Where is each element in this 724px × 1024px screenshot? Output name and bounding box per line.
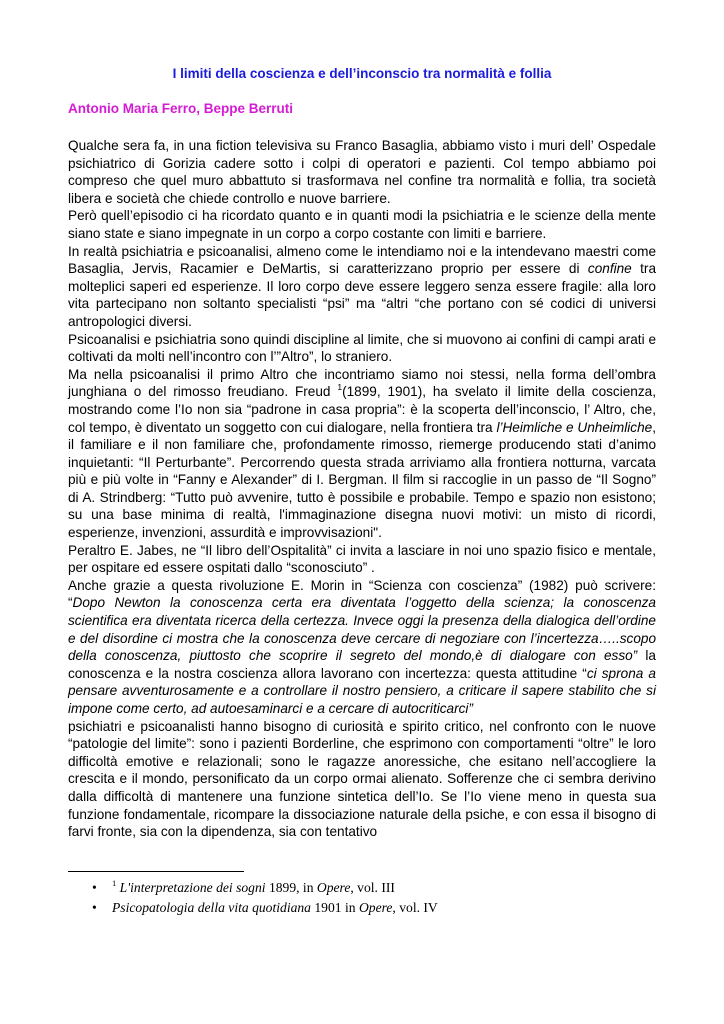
footnote-list [92,878,438,918]
paragraph-2: Però quell’episodio ci ha ricordato quanto e in quanti modi la psichiatria e le scienze della mente siano state e siano impegnate in un corpo a corpo costante con limiti e barriere. [68,208,656,241]
paragraph-5-text-c: , il familiare e il non familiare che, profondamente rimosso, riemerge producendo stati d’animo inquietanti: “Il Perturbante”. Percorrendo questa strada arriviamo alla frontiera notturna, varcata più e più volte in “Fanny e Alexander” di I. Bergman. Il film si raccoglie in un passo de “Il Sogno” di A. Strindberg: “Tutto può avvenire, tutto è possibile e probabile. Tempo e spazio non esistono; su una base minima di realtà, l'immaginazione disegna nuovi motivi: un misto di ricordi, esperienze, invenzioni, assurdità e improvvisazioni". [68,419,656,541]
paragraph-7 [68,577,656,718]
paragraph-3-text-b: tra molteplici saperi ed esperienze. Il loro corpo deve essere leggero senza essere fragile: alla loro vita partecipano non soltanto specialisti “psi” ma “altri “che portano con sé codici di universi antropologici diversi. [68,261,657,329]
bullet-icon: • [92,880,97,895]
footnote-item [92,878,438,897]
footnote-collection: Opere [316,880,351,895]
paragraph-7-text-b: la conoscenza e la nostra coscienza allora lavorano con incertezza: questa attitudine “ [68,648,656,681]
footnote-ref-1: 1 [337,382,343,393]
paragraph-5 [68,366,656,542]
paragraph-5-italic: l’Heimliche e Unheimliche [496,419,653,435]
paragraph-5-text-b: (1899, 1901), ha svelato il limite della coscienza, mostrando come l’Io non sia “padrone in casa propria”: è la scoperta dell’inconscio, l’ Altro, che, col tempo, è diventato un soggetto con cui dialogare, nella frontiera tra [68,384,656,435]
document-title: I limiti della coscienza e dell’inconscio tra normalità e follia [172,66,552,81]
document-authors: Antonio Maria Ferro, Beppe Berruti [68,101,294,116]
paragraph-3-italic-confine: confine [587,261,632,277]
footnote-separator [68,871,244,872]
bullet-icon: • [92,900,97,915]
paragraph-3 [68,243,656,331]
footnote-collection: Opere [358,900,393,915]
footnote-marker: 1 [112,878,117,888]
paragraph-7-quote-2: ci sprona a pensare avventurosamente e a controllare il nostro pensiero, a criticare il sapere stabilito che si impone come certo, ad autoesaminarci e a cercare di autocriticarci” [68,665,656,716]
footnote-work-title: Psicopatologia della vita quotidiana [112,900,311,915]
paragraph-1: Qualche sera fa, in una fiction televisiva su Franco Basaglia, abbiamo visto i muri dell’ Ospedale psichiatrico di Gorizia cadere sotto i colpi di operatori e pazienti. Col tempo abbiamo poi compreso che quel muro abbattuto si trasformava nel confine tra normalità e follia, tra società libera e società che chiede controllo e nuove barriere. [68,138,656,206]
paragraph-8: psichiatri e psicoanalisti hanno bisogno di curiosità e spirito critico, nel confronto con le nuove “patologie del limite”: sono i pazienti Borderline, che esprimono con comportamenti “oltre” le loro difficoltà emotive e relazionali; sono le ragazze anoressiche, che esitano nell’accogliere la crescita e il mondo, personificato da un corpo ormai alienato. Sofferenze che ci sembra derivino dalla difficoltà di mantenere una funzione sintetica dell’Io. Se l’Io viene meno in questa sua funzione fondamentale, ricompare la dissociazione naturale della psiche, e con essa il bisogno di farvi fronte, sia con la dipendenza, sia con tentativo [68,718,656,840]
footnote-item [92,898,438,917]
paragraph-4: Psicoanalisi e psichiatria sono quindi discipline al limite, che si muovono ai confini di campi arati e coltivati da molti nell’incontro con l’”Altro”, lo straniero. [68,331,656,365]
footnote-volume: , vol. III [350,880,395,895]
paragraph-5-text-a: Ma nella psicoanalisi il primo Altro che incontriamo siamo noi stessi, nella forma dell’ombra junghiana o del rimosso freudiano. Freud [68,366,656,400]
footnote-volume: , vol. IV [392,900,438,915]
footnote-work-title: L'interpretazione dei sogni [119,880,266,895]
paragraph-6: Peraltro E. Jabes, ne “Il libro dell’Ospitalità” ci invita a lasciare in noi uno spazio fisico e mentale, per ospitare ed essere ospitati dallo “sconosciuto” . [68,542,656,576]
paragraph-3-text-a: In realtà psichiatria e psicoanalisi, almeno come le intendiamo noi e la intendevano maestri come Basaglia, Jervis, Racamier e DeMartis, si caratterizzano proprio per essere di [68,243,656,277]
footnote-text: 1901 in [310,900,359,915]
paragraph-7-quote-1: Dopo Newton la conoscenza certa era diventata l’oggetto della scienza; la conoscenza scientifica era diventata ricerca della certezza. Invece oggi la presenza della dialogica dell’ordine e del disordine ci mostra che la conoscenza deve cercare di negoziare con l’incertezza…..scopo della conoscenza, piuttosto che scoprire il segreto del mondo,è di dialogare con esso” [68,595,656,664]
paragraph-7-text-a: Anche grazie a questa rivoluzione E. Morin in “Scienza con coscienza” (1982) può scrivere: “ [68,577,656,611]
footnote-text: 1899, in [265,880,317,895]
document-body [68,137,656,841]
